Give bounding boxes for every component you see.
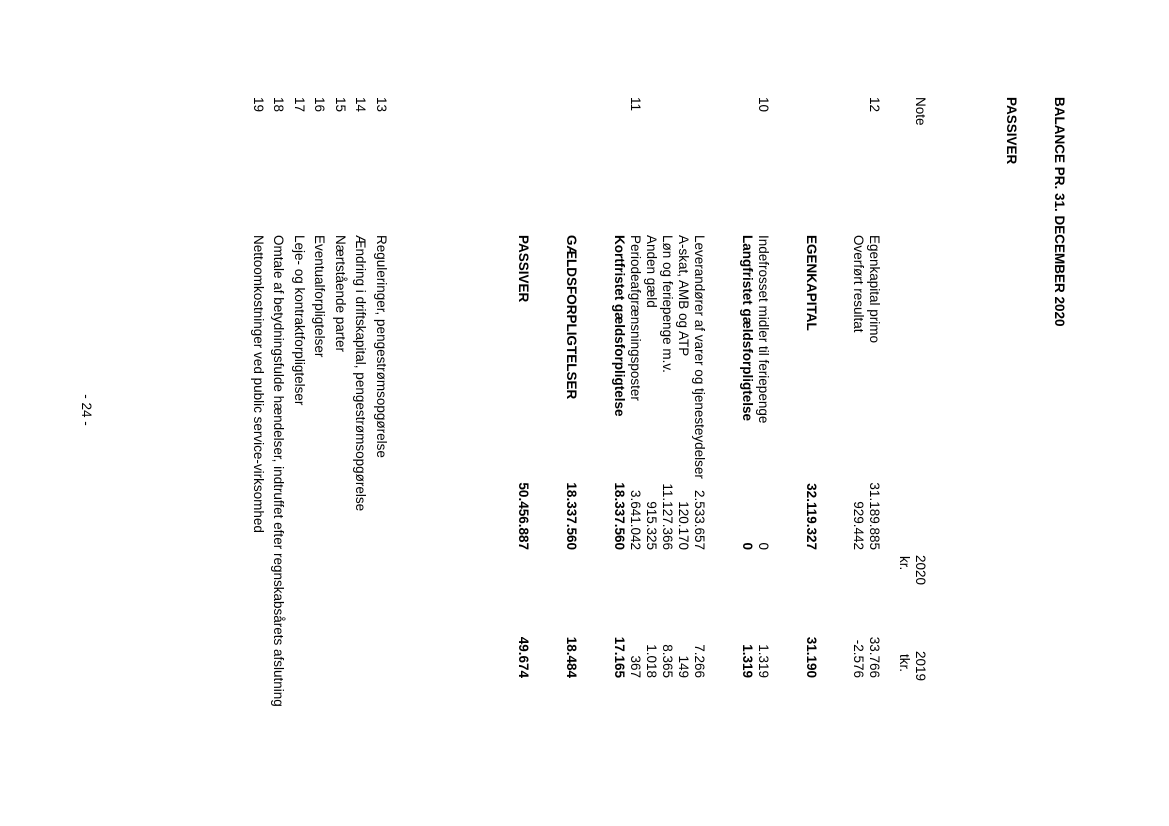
note-number: 18 [271,97,287,113]
row-value-2020: 0 [740,542,755,550]
row-value-2019: 149 [676,655,691,678]
row-label: GÆLDSFORPLIGTELSER [564,235,579,400]
year-2020-header: 2020 [913,555,928,586]
row-value-2019: 7.266 [692,644,707,678]
row-label: Egenkapital primo [867,235,882,344]
note-label: Nærtstående parter [333,235,348,353]
note-number: 17 [292,97,307,113]
row-label: Overført resultat [851,235,866,333]
note-label: Reguleringer, pengestrømsopgørelse [374,235,389,458]
row-value-2019: 31.190 [804,636,819,678]
page-title: BALANCE PR. 31. DECEMBER 2020 [1052,97,1067,327]
row-label: Kortfristet gældsforpligtelse [612,235,627,417]
row-value-2020: 0 [756,542,771,550]
row-label: A-skat, AMB og ATP [676,235,691,357]
row-value-2020: 915.325 [644,501,659,550]
page-number: - 24 - [79,394,94,426]
row-note: 10 [756,97,771,113]
year-2019-header: 2019 [913,651,928,682]
row-label: EGENKAPITAL [804,235,819,331]
row-value-2020: 32.119.327 [804,483,819,550]
section-label: PASSIVER [1004,97,1019,165]
note-label: Eventualforpligtelser [312,235,328,358]
row-value-2019: 1.018 [644,644,659,678]
row-label: Leverandører af varer og tjenesteydelser [692,235,707,479]
note-number: 15 [333,97,348,113]
row-value-2020: 18.337.560 [564,482,579,550]
row-note: 11 [628,97,643,112]
row-value-2020: 18.337.560 [612,482,627,550]
row-label: Løn og feriepenge m.v. [660,235,675,373]
note-label: Omtale af betydningsfulde hændelser, indtruffet efter regnskabsårets afslutning [271,235,287,707]
row-label: PASSIVER [516,235,531,303]
note-label: Leje- og kontraktforpligtelser [292,235,307,406]
row-value-2020: 11.127.366 [660,483,675,550]
row-value-2020: 31.189.885 [867,482,882,550]
row-value-2019: -2.576 [851,639,866,678]
note-label: Ændring i driftskapital, pengestrømsopgørelse [353,235,369,512]
row-value-2019: 17.165 [612,636,627,678]
row-value-2020: 3.641.042 [628,489,643,550]
row-value-2019: 1.319 [740,644,755,678]
row-value-2020: 2.533.657 [692,489,707,550]
row-value-2020: 120.170 [676,501,691,550]
note-number: 16 [312,97,328,113]
row-value-2019: 1.319 [756,644,771,678]
row-label: Langfristet gældsforpligtelse [740,235,755,422]
note-column-header: Note [913,97,928,126]
note-number: 19 [251,97,266,113]
row-note: 12 [867,97,882,113]
row-label: Indefrosset midler til feriepenge [756,235,771,424]
row-label: Anden gæld [644,235,659,308]
row-value-2020: 50.456.887 [516,482,531,550]
row-label: Periodeafgrænsningsposter [628,235,643,401]
note-number: 14 [353,97,369,113]
row-value-2020: 929.442 [851,501,866,550]
row-value-2019: 18.484 [564,636,579,678]
row-value-2019: 33.766 [867,636,882,678]
row-value-2019: 367 [628,655,643,678]
unit-2019-header: tkr. [897,654,912,673]
row-value-2019: 8.365 [660,644,675,678]
row-value-2019: 49.674 [516,636,531,678]
note-label: Nettoomkostninger ved public service-virksomhed [251,235,266,533]
note-number: 13 [374,97,389,113]
unit-2020-header: kr. [897,556,912,571]
